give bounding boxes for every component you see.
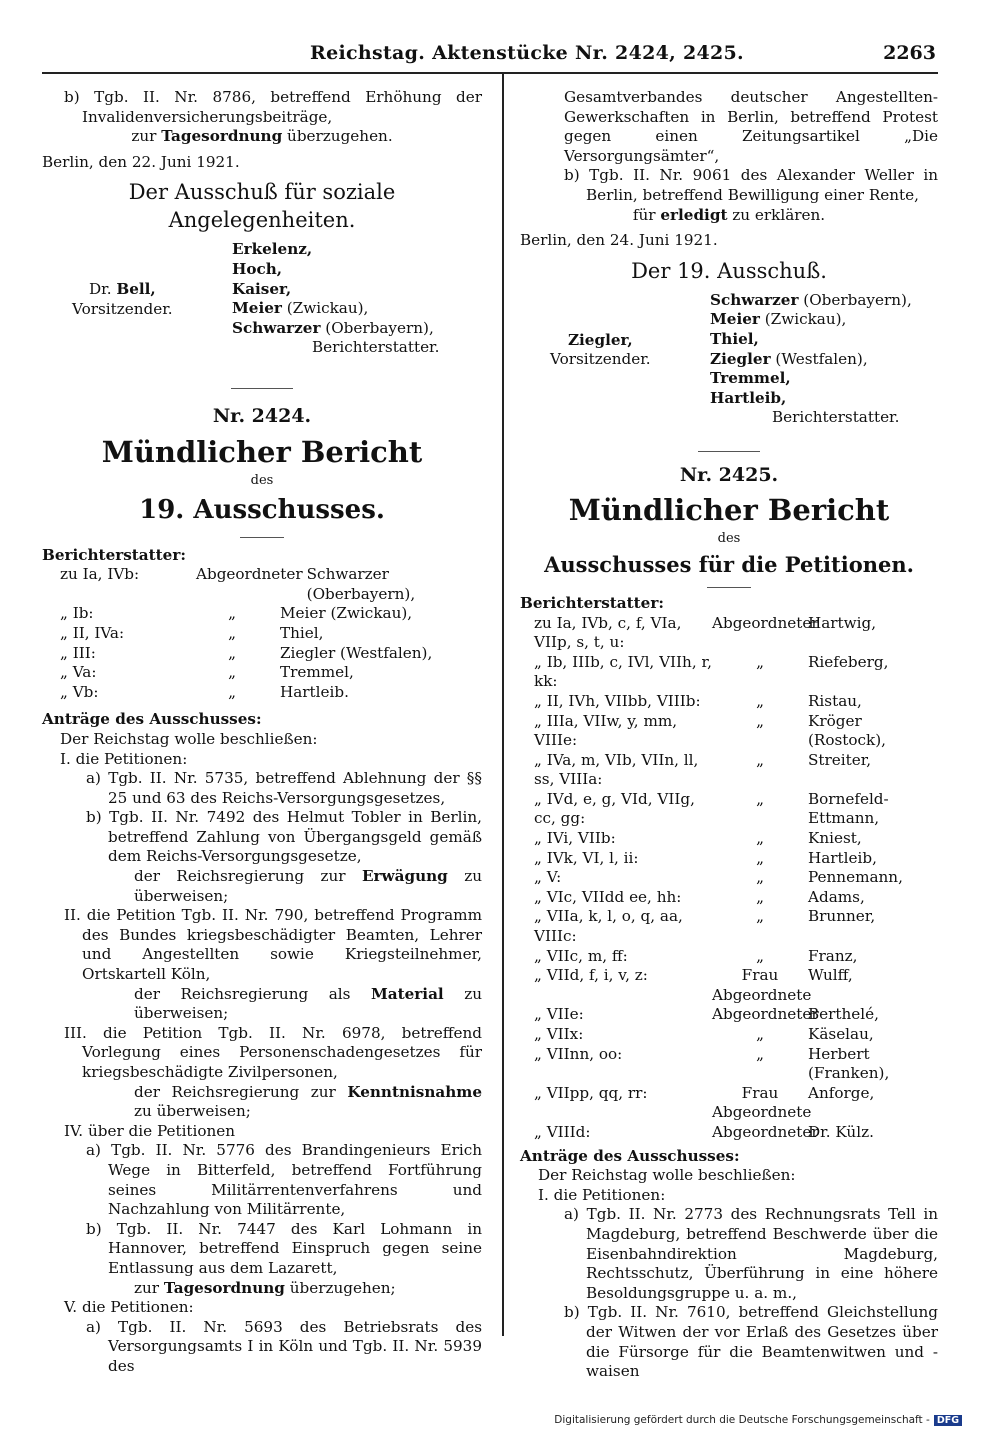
reporter-name: Bornefeld-Ettmann, <box>808 789 889 828</box>
reporter-title: „ <box>756 711 764 730</box>
committee-name: Der Ausschuß für soziale Angelegenheiten. <box>128 180 396 233</box>
signature-block <box>42 240 482 374</box>
reporter-row <box>520 1045 938 1084</box>
section-heading: Anträge des Ausschusses: <box>42 710 262 729</box>
reporter-items: „ VIInn, oo: <box>534 1044 623 1063</box>
reporter-name: Käselau, <box>808 1025 874 1043</box>
motion-I-resolution: der Reichsregierung zur Erwägung zu überweisen; <box>134 867 482 905</box>
motion-III-resolution: der Reichsregierung zur Kenntnisnahme zu überweisen; <box>134 1082 482 1121</box>
reporter-title: Frau Abgeordnete <box>712 1083 812 1122</box>
reporter-title: „ <box>756 848 764 867</box>
reporter-title: Abgeordneter <box>712 1122 819 1141</box>
reporter-items: „ VIIc, m, ff: <box>534 946 628 965</box>
reporter-row <box>520 868 938 888</box>
motion-I-b: b) Tgb. II. Nr. 7492 des Helmut Tobler in Berlin, betreffend Zahlung von Übergangsgeld gemäß dem Reichs-Versorgungsgesetze, <box>86 808 482 866</box>
reporter-title: „ <box>756 652 764 671</box>
motion-III: III. die Petition Tgb. II. Nr. 6978, betreffend Vorlegung eines Personenschadengesetzes für kriegsbeschädigte Zivilpersonen, <box>64 1023 482 1081</box>
reporter-items: „ IVa, m, VIb, VIIn, ll, ss, VIIIa: <box>534 750 699 789</box>
reporter-items: „ VIIa, k, l, o, q, aa, VIIIc: <box>534 907 683 946</box>
page-number: 2263 <box>883 42 936 64</box>
reporter-row <box>520 653 938 692</box>
reporter-name: Hartwig, <box>808 613 877 632</box>
continued-item-b: b) Tgb. II. Nr. 8786, betreffend Erhöhung der Invalidenversicherungsbeiträge, <box>64 88 482 126</box>
date-line: Berlin, den 22. Juni 1921. <box>42 152 240 171</box>
reporter-title: „ <box>756 887 764 906</box>
reporter-row <box>520 888 938 908</box>
reporter-items: „ VIIpp, qq, rr: <box>534 1083 648 1102</box>
reporter-items: „ IVd, e, g, VId, VIIg, cc, gg: <box>534 789 695 828</box>
motion-intro: Der Reichstag wolle beschließen: <box>538 1166 796 1185</box>
reporter-name: Kniest, <box>808 829 862 848</box>
signature-members: Schwarzer (Oberbayern), Meier (Zwickau), Thiel, Ziegler (Westfalen), Tremmel, Hartleib, Berichterstatter. <box>710 290 912 427</box>
reporter-name: Berthelé, <box>808 1005 879 1024</box>
reporter-title: „ <box>756 868 764 887</box>
right-column <box>520 88 938 1382</box>
reporter-title: Abgeordneter <box>712 613 819 632</box>
signature-chair: Ziegler, Vorsitzender. <box>550 330 651 369</box>
motion-II: II. die Petition Tgb. II. Nr. 790, betreffend Programm des Bundes kriegsbeschädigter Beamten, Lehrer und Angestellten sowie Kriegsteilnehmer, Ortskartell Köln, <box>64 906 482 984</box>
reporter-row: „ Ib: „ Meier (Zwickau), <box>60 604 413 623</box>
continued-resolution: für erledigt zu erklären. <box>632 205 826 224</box>
document-number: Nr. 2425. <box>679 463 779 486</box>
motion-intro: Der Reichstag wolle beschließen: <box>60 729 318 748</box>
reporter-items: „ VIIId: <box>534 1122 591 1141</box>
reporter-row <box>520 829 938 849</box>
dfg-logo: DFG <box>934 1415 962 1426</box>
reporter-items: „ II, IVh, VIIbb, VIIIb: <box>534 691 701 710</box>
reporter-name: Brunner, <box>808 907 876 926</box>
reporter-name: Streiter, <box>808 750 872 769</box>
running-header: Reichstag. Aktenstücke Nr. 2424, 2425. <box>310 42 744 64</box>
header-rule <box>42 72 938 74</box>
reporter-row <box>520 966 938 1005</box>
section-heading: Berichterstatter: <box>520 593 664 612</box>
signer: Kaiser, <box>232 279 292 298</box>
motion-IV-head: IV. über die Petitionen <box>64 1121 236 1140</box>
reporter-list <box>520 614 938 1143</box>
motion-V-head: V. die Petitionen: <box>64 1298 194 1317</box>
reporter-name: Riefeberg, <box>808 652 889 671</box>
document-subtitle: 19. Ausschusses. <box>139 494 385 525</box>
reporter-row: „ III: „ Ziegler (Westfalen), <box>60 643 433 662</box>
reporter-row <box>520 1123 938 1143</box>
title-connector: des <box>717 531 741 547</box>
continued-resolution: zur Tagesordnung überzugehen. <box>131 127 393 146</box>
reporter-name: Anforge, <box>808 1083 875 1102</box>
reporter-name: Ristau, <box>808 691 862 710</box>
reporter-row <box>520 712 938 751</box>
left-column <box>42 88 482 1377</box>
reporter-name: Hartleib, <box>808 848 877 867</box>
document-title: Mündlicher Bericht <box>568 493 890 528</box>
reporter-title: Abgeordneter <box>712 1005 819 1024</box>
reporter-row <box>520 790 938 829</box>
motion-IV-b: b) Tgb. II. Nr. 7447 des Karl Lohmann in Hannover, betreffend Einspruch gegen seine Entlassung aus dem Lazarett, <box>86 1219 482 1277</box>
motion-IV-a: a) Tgb. II. Nr. 5776 des Brandingenieurs Erich Wege in Bitterfeld, betreffend Fortführung seines Militärrentenverfahrens und Nachzahlung von Militärrente, <box>86 1141 482 1219</box>
reporter-row <box>520 907 938 946</box>
continued-item-b: b) Tgb. II. Nr. 9061 des Alexander Weller in Berlin, betreffend Bewilligung einer Rente, <box>564 166 938 204</box>
section-rule <box>240 537 284 538</box>
reporter-name: Wulff, <box>808 966 853 985</box>
reporter-items: „ IIIa, VIIw, y, mm, VIIIe: <box>534 711 678 750</box>
section-rule <box>707 587 751 588</box>
motion-I-head: I. die Petitionen: <box>60 749 188 768</box>
motion-IV-resolution: zur Tagesordnung überzugehen; <box>134 1278 396 1297</box>
reporter-name: Adams, <box>808 887 865 906</box>
reporter-items: „ V: <box>534 868 562 887</box>
motion-I-a: a) Tgb. II. Nr. 2773 des Rechnungsrats Tell in Magdeburg, betreffend Beschwerde über die Eisenbahndirektion Magdeburg, Rechtsschutz, Überführung in eine höhere Besoldungsgruppe u. a. m., <box>564 1205 938 1302</box>
continued-item: Gesamtverbandes deutscher Angestellten-Gewerkschaften in Berlin, betreffend Protest gegen einen Zeitungsartikel „Die Versorgungsämter“, <box>564 88 938 165</box>
title-connector: des <box>250 472 274 488</box>
reporter-title: „ <box>756 1025 764 1043</box>
reporter-title: „ <box>756 1044 764 1063</box>
reporter-row <box>520 751 938 790</box>
reporter-row <box>520 614 938 653</box>
reporter-items: „ IVk, VI, l, ii: <box>534 848 639 867</box>
signature-members <box>232 240 439 358</box>
reporter-row: „ II, IVa: „ Thiel, <box>60 623 324 642</box>
reporter-name: Dr. Külz. <box>808 1122 874 1141</box>
reporter-items: „ VIc, VIIdd ee, hh: <box>534 887 682 906</box>
reporter-row <box>520 849 938 869</box>
section-rule <box>698 451 760 452</box>
signer-role: Berichterstatter. <box>312 338 440 357</box>
reporter-items: „ IVi, VIIb: <box>534 829 616 848</box>
motion-I-b: b) Tgb. II. Nr. 7610, betreffend Gleichstellung der Witwen der vor Erlaß des Gesetzes über die Fürsorge für die Beamtenwitwen und -waisen <box>564 1303 938 1381</box>
section-rule <box>231 388 293 389</box>
date-line: Berlin, den 24. Juni 1921. <box>520 231 718 250</box>
reporter-row <box>520 692 938 712</box>
reporter-name: Kröger (Rostock), <box>808 711 887 750</box>
reporter-title: „ <box>756 750 764 769</box>
signer: Erkelenz, <box>232 240 313 259</box>
motion-I-a: a) Tgb. II. Nr. 5735, betreffend Ablehnung der §§ 25 und 63 des Reichs-Versorgungsgesetzes, <box>86 769 482 807</box>
reporter-row <box>520 947 938 967</box>
reporter-title: „ <box>756 789 764 808</box>
reporter-title: „ <box>756 691 764 710</box>
reporter-items: „ VIIe: <box>534 1005 584 1024</box>
reporter-name: Pennemann, <box>808 868 903 887</box>
document-subtitle: Ausschusses für die Petitionen. <box>544 551 914 577</box>
reporter-title: „ <box>756 829 764 848</box>
digitization-footer: Digitalisierung gefördert durch die Deutsche Forschungsgemeinschaft - DFG <box>554 1414 962 1426</box>
reporter-items: zu Ia, IVb, c, f, VIa, VIIp, s, t, u: <box>534 613 682 652</box>
signer: Hoch, <box>232 259 283 278</box>
column-divider <box>502 74 504 1336</box>
document-number: Nr. 2424. <box>212 405 312 428</box>
reporter-title: „ <box>756 946 764 965</box>
signature-chair: Dr. Bell, Vorsitzender. <box>72 280 173 318</box>
motion-V-a: a) Tgb. II. Nr. 5693 des Betriebsrats des Versorgungsamts I in Köln und Tgb. II. Nr. 5939 des <box>86 1317 482 1375</box>
reporter-row <box>520 1025 938 1045</box>
motion-II-resolution: der Reichsregierung als Material zu überweisen; <box>134 984 482 1023</box>
signer: Schwarzer (Oberbayern), <box>232 318 434 337</box>
reporter-row: „ Vb: „ Hartleib. <box>60 682 349 701</box>
reporter-items: „ VIIx: <box>534 1025 584 1043</box>
section-heading: Anträge des Ausschusses: <box>520 1146 740 1165</box>
section-heading: Berichterstatter: <box>42 545 186 564</box>
committee-name: Der 19. Ausschuß. <box>631 258 827 283</box>
reporter-row <box>520 1005 938 1025</box>
motion-I-head: I. die Petitionen: <box>538 1185 666 1204</box>
reporter-row: zu Ia, IVb: Abgeordneter Schwarzer (Oberbayern), <box>60 565 416 603</box>
reporter-title: „ <box>756 907 764 926</box>
signature-block <box>520 291 938 433</box>
signer-role: Berichterstatter. <box>772 408 900 427</box>
reporter-title: Frau Abgeordnete <box>712 966 812 1004</box>
signer: Meier (Zwickau), <box>232 299 369 318</box>
reporter-items: „ VIId, f, i, v, z: <box>534 966 648 985</box>
reporter-name: Herbert (Franken), <box>808 1044 890 1083</box>
reporter-name: Franz, <box>808 946 858 965</box>
reporter-row: „ Va: „ Tremmel, <box>60 663 354 682</box>
reporter-row <box>520 1084 938 1123</box>
reporter-items: „ Ib, IIIb, c, IVl, VIIh, r, kk: <box>534 652 712 691</box>
document-title: Mündlicher Bericht <box>101 434 423 469</box>
